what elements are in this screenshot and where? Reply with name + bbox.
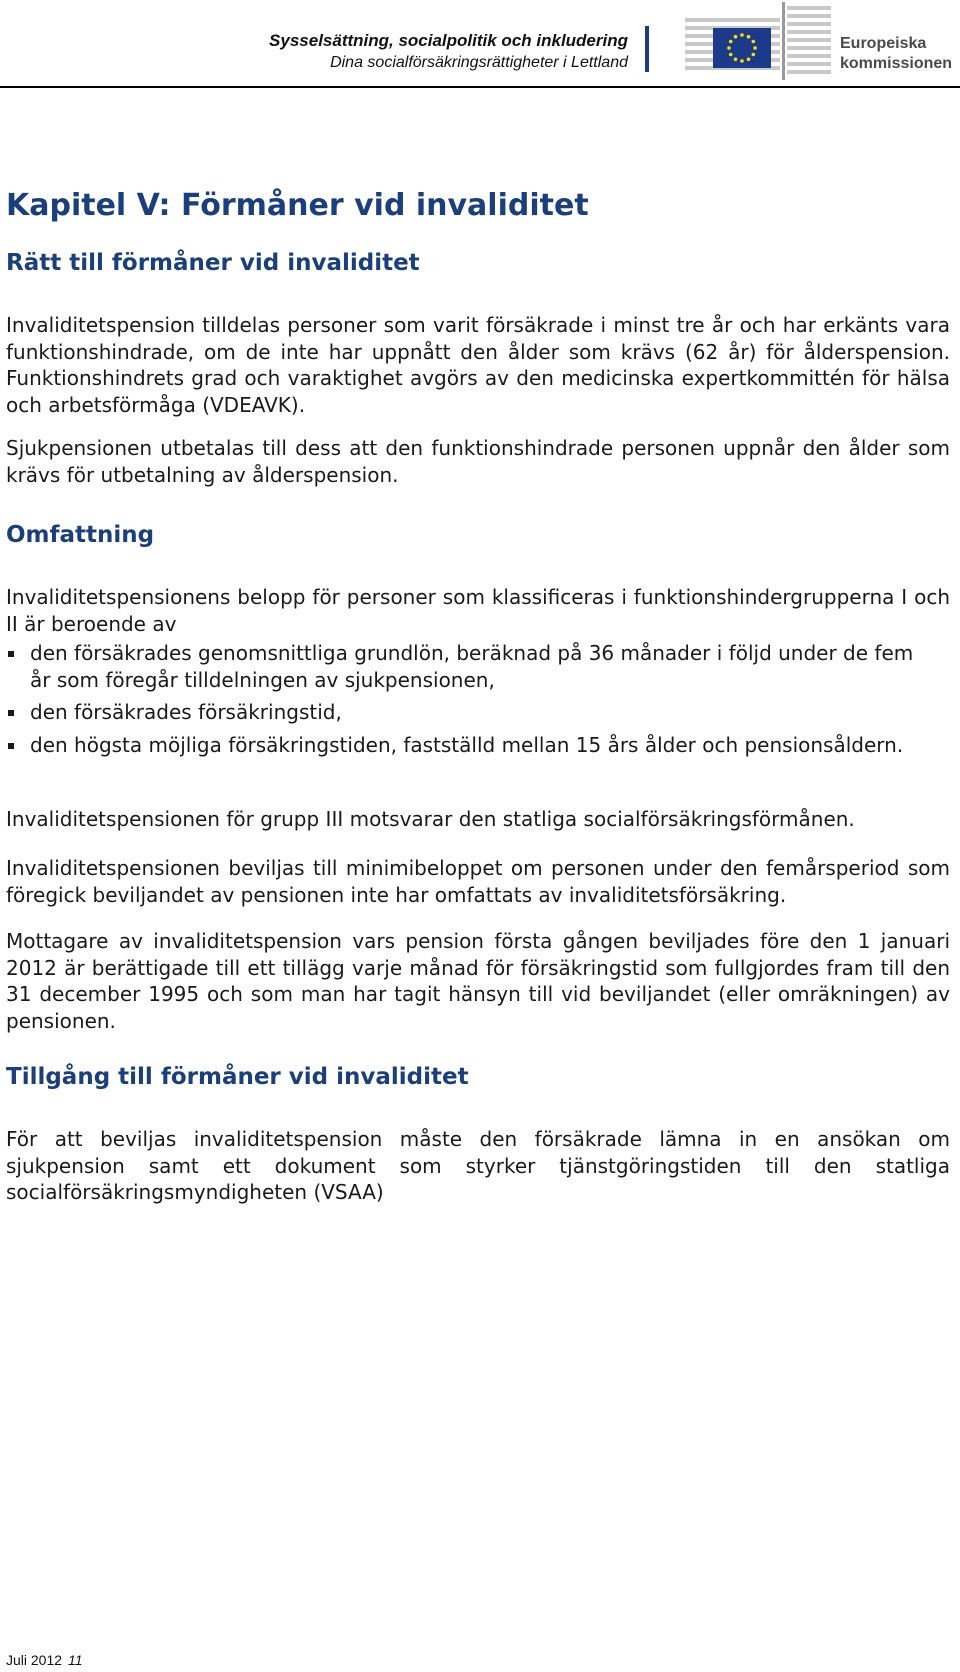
paragraph-application: För att beviljas invaliditetspension måste den försäkrade lämna in en ansökan om sjukpension samt ett dokument som styrker tjänstgöringstiden till den statliga socialförsäkringsmyndigheten (VSAA) xyxy=(6,1127,950,1204)
header-text xyxy=(269,30,628,74)
amount-factors-list xyxy=(6,640,936,764)
list-item xyxy=(6,640,936,693)
paragraph-minimum-amount: Invaliditetspensionen beviljas till minimibeloppet om personen under den femårsperiod som föregick beviljandet av pensionen inte har omfattats av invaliditetsförsäkring. xyxy=(6,856,950,907)
page-footer xyxy=(6,1652,83,1668)
bullet-icon xyxy=(8,743,14,749)
header-rule xyxy=(0,86,960,88)
paragraph-eligibility: Invaliditetspension tilldelas personer som varit försäkrade i minst tre år och har erkänts vara funktionshindrade, om de inte har uppnått den ålder som krävs (62 år) för ålderspension. Funktionshindrets grad och varaktighet avgörs av den medicinska expertkommittén för hälsa och arbetsförmåga (VDEAVK). xyxy=(6,313,950,417)
header-title: Sysselsättning, socialpolitik och inkludering xyxy=(269,31,628,50)
list-item-text: den försäkrades genomsnittliga grundlön, beräknad på 36 månader i följd under de fem år som föregår tilldelningen av sjukpensionen, xyxy=(30,641,914,692)
paragraph-payment-duration: Sjukpensionen utbetalas till dess att den funktionshindrade personen uppnår den ålder som krävs för utbetalning av ålderspension. xyxy=(6,436,950,487)
paragraph-group-three: Invaliditetspensionen för grupp III motsvarar den statliga socialförsäkringsförmånen. xyxy=(6,807,855,831)
paragraph-supplement: Mottagare av invaliditetspension vars pension första gången beviljades före den 1 januari 2012 är berättigade till ett tillägg varje månad för försäkringstid som fullgjordes fram till den 31 december 1995 och som man har tagit hänsyn till vid beviljandet (eller omräkningen) av pensionen. xyxy=(6,929,950,1033)
logo-text xyxy=(840,34,952,74)
page-number: 11 xyxy=(68,1652,83,1668)
bullet-icon xyxy=(8,651,14,657)
list-item xyxy=(6,732,936,759)
footer-date: Juli 2012 xyxy=(6,1652,63,1668)
page-header xyxy=(0,0,960,88)
header-subtitle: Dina socialförsäkringsrättigheter i Lettland xyxy=(330,54,628,71)
chapter-title: Kapitel V: Förmåner vid invaliditet xyxy=(6,188,589,223)
bullet-icon xyxy=(8,710,14,716)
list-item-text: den försäkrades försäkringstid, xyxy=(30,700,342,724)
section-heading-scope: Omfattning xyxy=(6,522,155,548)
section-heading-access: Tillgång till förmåner vid invaliditet xyxy=(6,1064,469,1090)
header-divider xyxy=(645,26,649,72)
logo-line-1: Europeiska xyxy=(840,35,927,52)
list-item-text: den högsta möjliga försäkringstiden, fastställd mellan 15 års ålder och pensionsåldern. xyxy=(30,732,904,757)
list-item xyxy=(6,699,936,726)
section-heading-rights: Rätt till förmåner vid invaliditet xyxy=(6,250,420,276)
logo-line-2: kommissionen xyxy=(840,55,953,72)
paragraph-amount-intro: Invaliditetspensionens belopp för personer som klassificeras i funktionshindergrupperna I och II är beroende av xyxy=(6,585,950,636)
